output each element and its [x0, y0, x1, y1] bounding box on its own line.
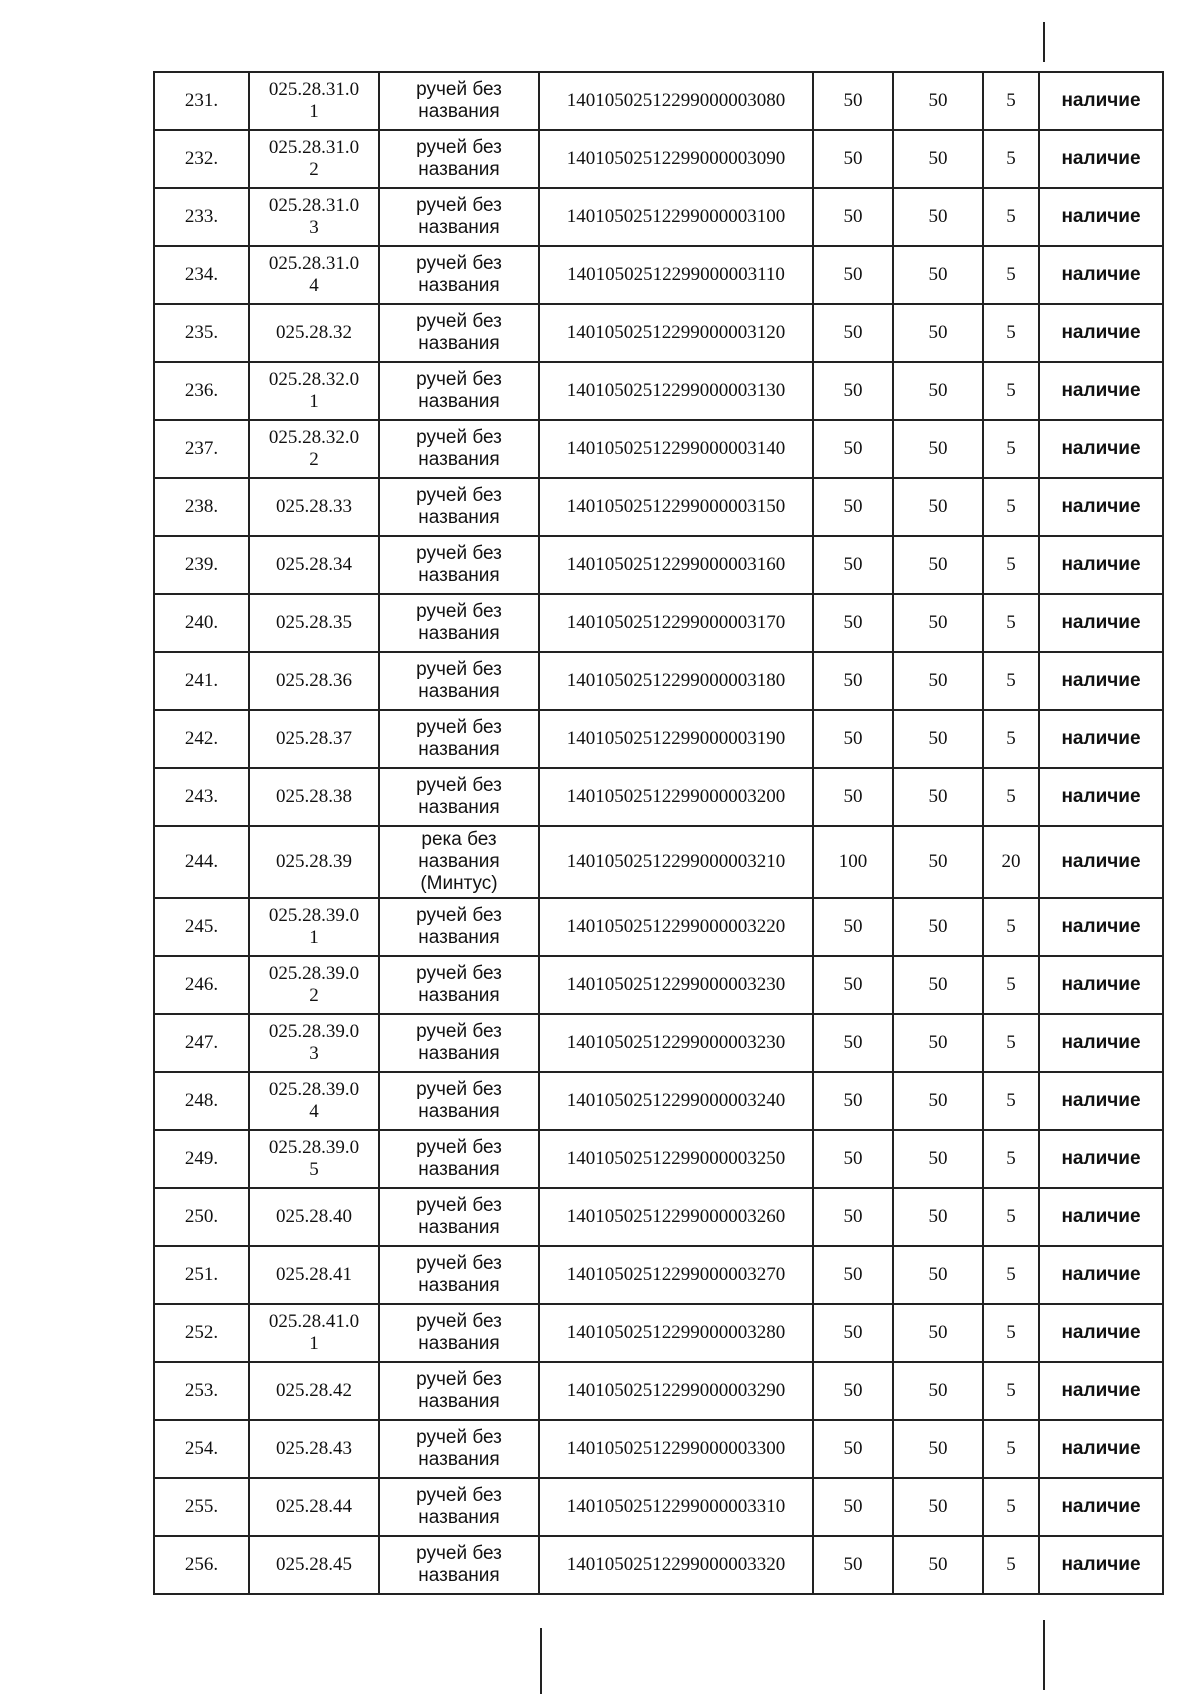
registry-code-cell: 14010502512299000003110: [539, 246, 813, 304]
table-row: [154, 536, 1163, 594]
value-c-cell: 5: [983, 304, 1039, 362]
registry-code-cell: 14010502512299000003080: [539, 72, 813, 130]
value-a-cell: 50: [813, 652, 893, 710]
water-object-name-cell: ручей без названия: [379, 188, 539, 246]
value-b-cell: 50: [893, 536, 983, 594]
table-row: [154, 362, 1163, 420]
status-cell: наличие: [1039, 956, 1163, 1014]
registry-code-cell: 14010502512299000003160: [539, 536, 813, 594]
registry-code-cell: 14010502512299000003280: [539, 1304, 813, 1362]
value-b-cell: 50: [893, 826, 983, 898]
value-a-cell: 50: [813, 420, 893, 478]
water-object-code-cell: 025.28.39.0 1: [249, 898, 379, 956]
water-object-code-cell: 025.28.43: [249, 1420, 379, 1478]
registry-code-cell: 14010502512299000003270: [539, 1246, 813, 1304]
table-row: [154, 1304, 1163, 1362]
status-cell: наличие: [1039, 1536, 1163, 1594]
table-row: [154, 1536, 1163, 1594]
value-c-cell: 5: [983, 710, 1039, 768]
water-object-code-cell: 025.28.31.0 2: [249, 130, 379, 188]
value-a-cell: 50: [813, 898, 893, 956]
value-c-cell: 5: [983, 1420, 1039, 1478]
water-object-code-cell: 025.28.38: [249, 768, 379, 826]
row-number-cell: 250.: [154, 1188, 249, 1246]
value-b-cell: 50: [893, 1188, 983, 1246]
value-a-cell: 50: [813, 1362, 893, 1420]
value-b-cell: 50: [893, 956, 983, 1014]
table-row: [154, 768, 1163, 826]
value-a-cell: 50: [813, 1188, 893, 1246]
water-object-code-cell: 025.28.44: [249, 1478, 379, 1536]
row-number-cell: 237.: [154, 420, 249, 478]
water-object-name-cell: ручей без названия: [379, 1362, 539, 1420]
row-number-cell: 240.: [154, 594, 249, 652]
table-row: [154, 1246, 1163, 1304]
status-cell: наличие: [1039, 130, 1163, 188]
value-b-cell: 50: [893, 420, 983, 478]
row-number-cell: 233.: [154, 188, 249, 246]
row-number-cell: 235.: [154, 304, 249, 362]
value-c-cell: 5: [983, 362, 1039, 420]
registry-code-cell: 14010502512299000003290: [539, 1362, 813, 1420]
value-a-cell: 50: [813, 1536, 893, 1594]
value-b-cell: 50: [893, 768, 983, 826]
water-object-code-cell: 025.28.39.0 2: [249, 956, 379, 1014]
status-cell: наличие: [1039, 594, 1163, 652]
water-object-code-cell: 025.28.39.0 3: [249, 1014, 379, 1072]
registry-code-cell: 14010502512299000003170: [539, 594, 813, 652]
water-object-code-cell: 025.28.41: [249, 1246, 379, 1304]
water-object-name-cell: ручей без названия: [379, 652, 539, 710]
row-number-cell: 256.: [154, 1536, 249, 1594]
status-cell: наличие: [1039, 362, 1163, 420]
value-b-cell: 50: [893, 1246, 983, 1304]
status-cell: наличие: [1039, 420, 1163, 478]
row-number-cell: 254.: [154, 1420, 249, 1478]
water-object-name-cell: ручей без названия: [379, 304, 539, 362]
value-a-cell: 50: [813, 1420, 893, 1478]
row-number-cell: 232.: [154, 130, 249, 188]
water-object-code-cell: 025.28.39.0 4: [249, 1072, 379, 1130]
row-number-cell: 252.: [154, 1304, 249, 1362]
table-row: [154, 1014, 1163, 1072]
water-object-code-cell: 025.28.34: [249, 536, 379, 594]
status-cell: наличие: [1039, 1362, 1163, 1420]
water-object-name-cell: ручей без названия: [379, 956, 539, 1014]
value-c-cell: 5: [983, 1536, 1039, 1594]
status-cell: наличие: [1039, 1014, 1163, 1072]
registry-code-cell: 14010502512299000003100: [539, 188, 813, 246]
value-c-cell: 5: [983, 594, 1039, 652]
water-object-name-cell: ручей без названия: [379, 478, 539, 536]
value-a-cell: 50: [813, 188, 893, 246]
water-object-code-cell: 025.28.39: [249, 826, 379, 898]
table-row: [154, 956, 1163, 1014]
value-a-cell: 50: [813, 1014, 893, 1072]
row-number-cell: 251.: [154, 1246, 249, 1304]
status-cell: наличие: [1039, 652, 1163, 710]
value-a-cell: 50: [813, 594, 893, 652]
value-a-cell: 50: [813, 72, 893, 130]
value-b-cell: 50: [893, 362, 983, 420]
water-object-name-cell: ручей без названия: [379, 594, 539, 652]
status-cell: наличие: [1039, 1188, 1163, 1246]
table-row: [154, 1478, 1163, 1536]
value-a-cell: 50: [813, 1304, 893, 1362]
registry-code-cell: 14010502512299000003310: [539, 1478, 813, 1536]
value-b-cell: 50: [893, 652, 983, 710]
water-object-code-cell: 025.28.31.0 3: [249, 188, 379, 246]
row-number-cell: 253.: [154, 1362, 249, 1420]
value-c-cell: 5: [983, 1130, 1039, 1188]
value-b-cell: 50: [893, 130, 983, 188]
row-number-cell: 244.: [154, 826, 249, 898]
table-row: [154, 246, 1163, 304]
table-row: [154, 1188, 1163, 1246]
value-c-cell: 5: [983, 1014, 1039, 1072]
table-row: [154, 1130, 1163, 1188]
water-object-name-cell: ручей без названия: [379, 768, 539, 826]
status-cell: наличие: [1039, 1304, 1163, 1362]
water-object-name-cell: ручей без названия: [379, 420, 539, 478]
water-object-name-cell: ручей без названия: [379, 1478, 539, 1536]
scan-mark-top: [1043, 22, 1045, 62]
value-b-cell: 50: [893, 1072, 983, 1130]
water-object-code-cell: 025.28.33: [249, 478, 379, 536]
value-c-cell: 5: [983, 898, 1039, 956]
water-object-name-cell: ручей без названия: [379, 1304, 539, 1362]
water-object-name-cell: ручей без названия: [379, 362, 539, 420]
value-a-cell: 50: [813, 478, 893, 536]
row-number-cell: 234.: [154, 246, 249, 304]
water-objects-table: [153, 71, 1164, 1595]
value-a-cell: 50: [813, 362, 893, 420]
value-b-cell: 50: [893, 1478, 983, 1536]
value-b-cell: 50: [893, 246, 983, 304]
value-a-cell: 100: [813, 826, 893, 898]
registry-code-cell: 14010502512299000003130: [539, 362, 813, 420]
status-cell: наличие: [1039, 478, 1163, 536]
value-a-cell: 50: [813, 1072, 893, 1130]
water-object-code-cell: 025.28.39.0 5: [249, 1130, 379, 1188]
row-number-cell: 249.: [154, 1130, 249, 1188]
row-number-cell: 255.: [154, 1478, 249, 1536]
water-object-name-cell: ручей без названия: [379, 1246, 539, 1304]
row-number-cell: 248.: [154, 1072, 249, 1130]
status-cell: наличие: [1039, 72, 1163, 130]
value-b-cell: 50: [893, 1304, 983, 1362]
value-b-cell: 50: [893, 594, 983, 652]
water-object-code-cell: 025.28.36: [249, 652, 379, 710]
water-object-code-cell: 025.28.40: [249, 1188, 379, 1246]
value-b-cell: 50: [893, 898, 983, 956]
value-b-cell: 50: [893, 1420, 983, 1478]
status-cell: наличие: [1039, 768, 1163, 826]
water-object-name-cell: ручей без названия: [379, 1536, 539, 1594]
table-row: [154, 478, 1163, 536]
water-object-name-cell: ручей без названия: [379, 1072, 539, 1130]
water-object-name-cell: река без названия (Минтус): [379, 826, 539, 898]
table-row: [154, 188, 1163, 246]
row-number-cell: 246.: [154, 956, 249, 1014]
value-b-cell: 50: [893, 1130, 983, 1188]
water-object-code-cell: 025.28.31.0 1: [249, 72, 379, 130]
table-row: [154, 1420, 1163, 1478]
water-object-name-cell: ручей без названия: [379, 536, 539, 594]
value-a-cell: 50: [813, 1246, 893, 1304]
registry-code-cell: 14010502512299000003090: [539, 130, 813, 188]
value-b-cell: 50: [893, 1362, 983, 1420]
registry-code-cell: 14010502512299000003320: [539, 1536, 813, 1594]
value-c-cell: 5: [983, 130, 1039, 188]
status-cell: наличие: [1039, 1072, 1163, 1130]
water-object-code-cell: 025.28.32.0 1: [249, 362, 379, 420]
table-row: [154, 898, 1163, 956]
registry-code-cell: 14010502512299000003190: [539, 710, 813, 768]
water-object-code-cell: 025.28.42: [249, 1362, 379, 1420]
water-object-code-cell: 025.28.31.0 4: [249, 246, 379, 304]
table-row: [154, 826, 1163, 898]
row-number-cell: 247.: [154, 1014, 249, 1072]
value-c-cell: 5: [983, 420, 1039, 478]
value-c-cell: 5: [983, 956, 1039, 1014]
status-cell: наличие: [1039, 1420, 1163, 1478]
value-a-cell: 50: [813, 1130, 893, 1188]
value-c-cell: 5: [983, 1188, 1039, 1246]
table-row: [154, 420, 1163, 478]
value-c-cell: 5: [983, 768, 1039, 826]
value-b-cell: 50: [893, 304, 983, 362]
value-c-cell: 5: [983, 1478, 1039, 1536]
value-c-cell: 20: [983, 826, 1039, 898]
value-a-cell: 50: [813, 1478, 893, 1536]
status-cell: наличие: [1039, 188, 1163, 246]
value-b-cell: 50: [893, 478, 983, 536]
table-row: [154, 72, 1163, 130]
value-a-cell: 50: [813, 130, 893, 188]
status-cell: наличие: [1039, 826, 1163, 898]
value-b-cell: 50: [893, 1536, 983, 1594]
registry-code-cell: 14010502512299000003120: [539, 304, 813, 362]
water-object-code-cell: 025.28.32.0 2: [249, 420, 379, 478]
row-number-cell: 239.: [154, 536, 249, 594]
registry-code-cell: 14010502512299000003240: [539, 1072, 813, 1130]
value-c-cell: 5: [983, 1246, 1039, 1304]
value-c-cell: 5: [983, 1072, 1039, 1130]
table-row: [154, 1072, 1163, 1130]
registry-code-cell: 14010502512299000003180: [539, 652, 813, 710]
status-cell: наличие: [1039, 246, 1163, 304]
value-a-cell: 50: [813, 710, 893, 768]
status-cell: наличие: [1039, 1130, 1163, 1188]
registry-code-cell: 14010502512299000003150: [539, 478, 813, 536]
status-cell: наличие: [1039, 1246, 1163, 1304]
table-row: [154, 130, 1163, 188]
registry-code-cell: 14010502512299000003220: [539, 898, 813, 956]
value-c-cell: 5: [983, 1362, 1039, 1420]
water-object-name-cell: ручей без названия: [379, 72, 539, 130]
water-object-name-cell: ручей без названия: [379, 1420, 539, 1478]
status-cell: наличие: [1039, 536, 1163, 594]
value-c-cell: 5: [983, 246, 1039, 304]
value-a-cell: 50: [813, 768, 893, 826]
value-c-cell: 5: [983, 652, 1039, 710]
water-object-name-cell: ручей без названия: [379, 130, 539, 188]
water-object-name-cell: ручей без названия: [379, 1188, 539, 1246]
registry-code-cell: 14010502512299000003250: [539, 1130, 813, 1188]
status-cell: наличие: [1039, 1478, 1163, 1536]
status-cell: наличие: [1039, 710, 1163, 768]
table-body: [154, 72, 1163, 1594]
water-object-code-cell: 025.28.41.0 1: [249, 1304, 379, 1362]
scan-mark-bottom-right: [1043, 1620, 1045, 1690]
registry-code-cell: 14010502512299000003210: [539, 826, 813, 898]
water-object-code-cell: 025.28.45: [249, 1536, 379, 1594]
value-b-cell: 50: [893, 1014, 983, 1072]
value-c-cell: 5: [983, 1304, 1039, 1362]
status-cell: наличие: [1039, 304, 1163, 362]
row-number-cell: 245.: [154, 898, 249, 956]
row-number-cell: 238.: [154, 478, 249, 536]
value-c-cell: 5: [983, 478, 1039, 536]
row-number-cell: 236.: [154, 362, 249, 420]
water-object-code-cell: 025.28.35: [249, 594, 379, 652]
value-c-cell: 5: [983, 72, 1039, 130]
row-number-cell: 231.: [154, 72, 249, 130]
value-b-cell: 50: [893, 188, 983, 246]
water-object-name-cell: ручей без названия: [379, 246, 539, 304]
value-a-cell: 50: [813, 304, 893, 362]
registry-code-cell: 14010502512299000003200: [539, 768, 813, 826]
value-a-cell: 50: [813, 246, 893, 304]
water-object-name-cell: ручей без названия: [379, 1014, 539, 1072]
value-b-cell: 50: [893, 710, 983, 768]
table-row: [154, 652, 1163, 710]
table-row: [154, 594, 1163, 652]
row-number-cell: 242.: [154, 710, 249, 768]
registry-code-cell: 14010502512299000003230: [539, 1014, 813, 1072]
registry-code-cell: 14010502512299000003230: [539, 956, 813, 1014]
value-a-cell: 50: [813, 956, 893, 1014]
registry-code-cell: 14010502512299000003300: [539, 1420, 813, 1478]
row-number-cell: 241.: [154, 652, 249, 710]
scan-mark-bottom-center: [540, 1628, 542, 1694]
value-c-cell: 5: [983, 188, 1039, 246]
water-object-name-cell: ручей без названия: [379, 1130, 539, 1188]
table-row: [154, 710, 1163, 768]
value-b-cell: 50: [893, 72, 983, 130]
water-object-name-cell: ручей без названия: [379, 710, 539, 768]
water-object-name-cell: ручей без названия: [379, 898, 539, 956]
value-a-cell: 50: [813, 536, 893, 594]
row-number-cell: 243.: [154, 768, 249, 826]
registry-code-cell: 14010502512299000003140: [539, 420, 813, 478]
water-object-code-cell: 025.28.32: [249, 304, 379, 362]
table-row: [154, 304, 1163, 362]
status-cell: наличие: [1039, 898, 1163, 956]
registry-code-cell: 14010502512299000003260: [539, 1188, 813, 1246]
water-object-code-cell: 025.28.37: [249, 710, 379, 768]
value-c-cell: 5: [983, 536, 1039, 594]
table-row: [154, 1362, 1163, 1420]
